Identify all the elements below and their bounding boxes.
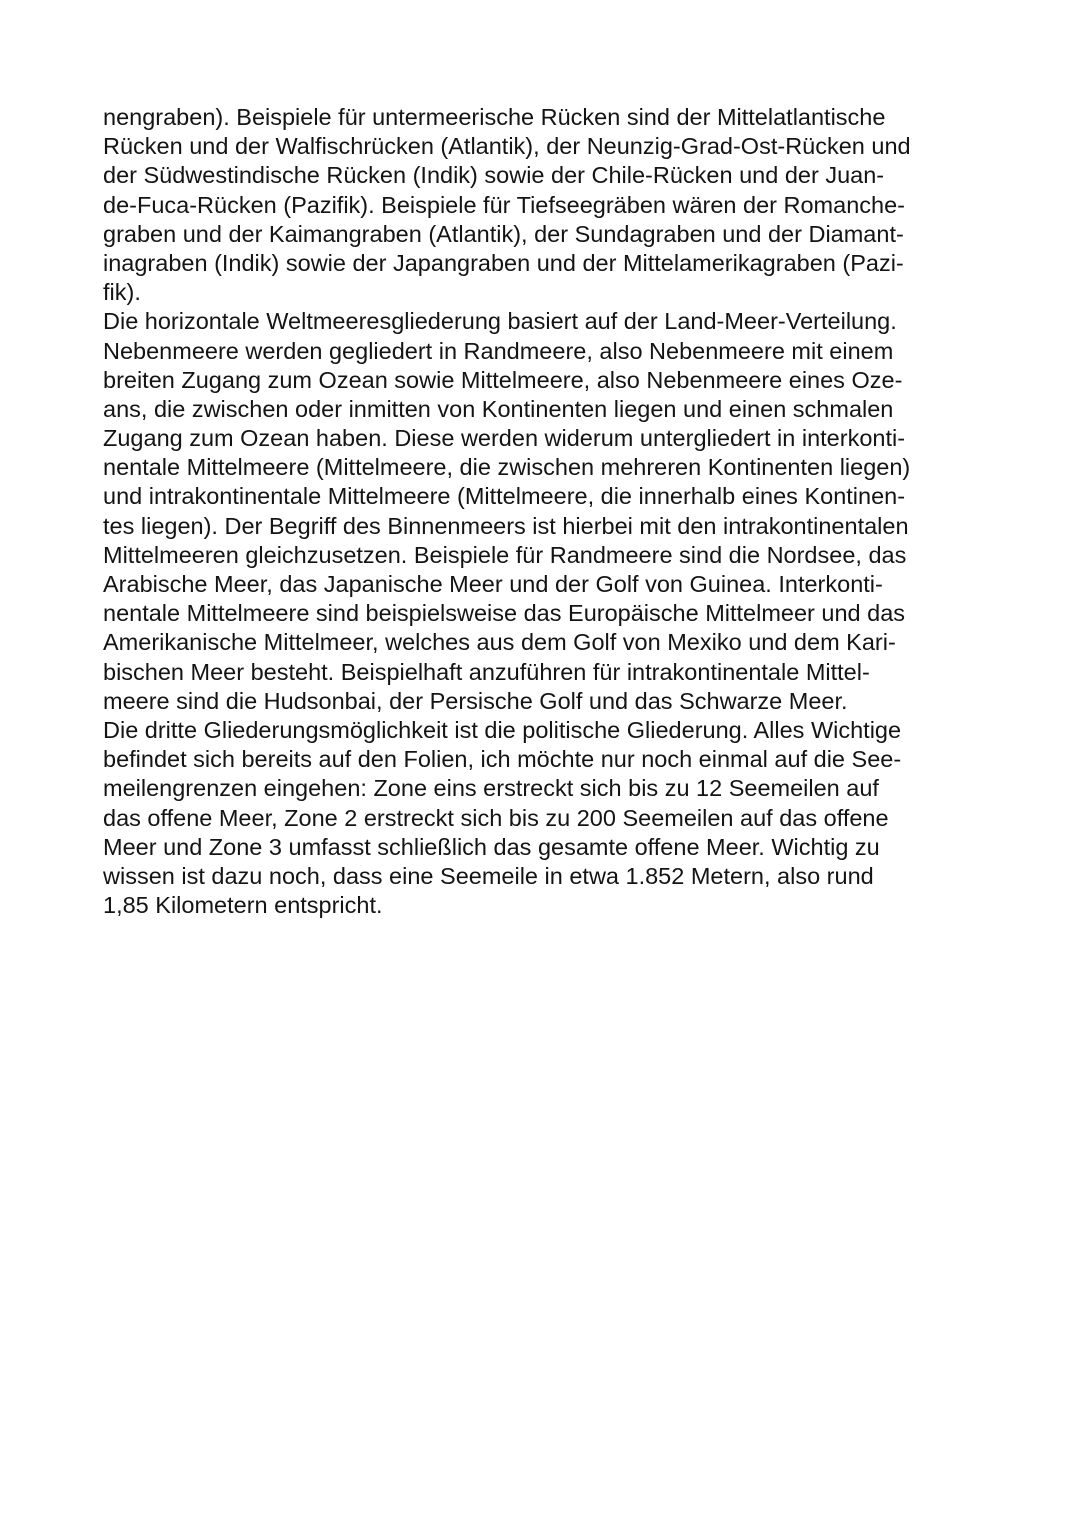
text-line: fik).	[103, 279, 141, 306]
body-text	[103, 103, 1003, 920]
text-line: befindet sich bereits auf den Folien, ich möchte nur noch einmal auf die See-	[103, 746, 902, 773]
text-line: wissen ist dazu noch, dass eine Seemeile in etwa 1.852 Metern, also rund	[103, 862, 874, 889]
text-line: Die horizontale Weltmeeresgliederung basiert auf der Land-Meer-Verteilung.	[103, 308, 897, 335]
text-line: graben und der Kaimangraben (Atlantik), der Sundagraben und der Diamant-	[103, 220, 904, 247]
text-line: Meer und Zone 3 umfasst schließlich das gesamte offene Meer. Wichtig zu	[103, 833, 880, 860]
text-line: Die dritte Gliederungsmöglichkeit ist die politische Gliederung. Alles Wichtige	[103, 716, 902, 743]
text-line: nengraben). Beispiele für untermeerische Rücken sind der Mittelatlantische	[103, 104, 886, 130]
text-line: Mittelmeeren gleichzusetzen. Beispiele für Randmeere sind die Nordsee, das	[103, 541, 907, 568]
text-line: der Südwestindische Rücken (Indik) sowie der Chile-Rücken und der Juan-	[103, 162, 885, 189]
text-line: nentale Mittelmeere sind beispielsweise das Europäische Mittelmeer und das	[103, 600, 906, 627]
text-line: meilengrenzen eingehen: Zone eins erstreckt sich bis zu 12 Seemeilen auf	[103, 775, 879, 802]
text-line: tes liegen). Der Begriff des Binnenmeers ist hierbei mit den intrakontinentalen	[103, 512, 909, 539]
text-line: inagraben (Indik) sowie der Japangraben und der Mittelamerikagraben (Pazi-	[103, 249, 904, 276]
text-line: breiten Zugang zum Ozean sowie Mittelmeere, also Nebenmeere eines Oze-	[103, 366, 903, 393]
text-line: Amerikanische Mittelmeer, welches aus dem Golf von Mexiko und dem Kari-	[103, 629, 896, 656]
text-line: bischen Meer besteht. Beispielhaft anzuführen für intrakontinentale Mittel-	[103, 658, 870, 685]
text-line: de-Fuca-Rücken (Pazifik). Beispiele für Tiefseegräben wären der Romanche-	[103, 191, 905, 218]
text-line: ans, die zwischen oder inmitten von Kontinenten liegen und einen schmalen	[103, 395, 894, 422]
text-line: Rücken und der Walfischrücken (Atlantik), der Neunzig-Grad-Ost-Rücken und	[103, 133, 911, 160]
text-line: Nebenmeere werden gegliedert in Randmeere, also Nebenmeere mit einem	[103, 337, 894, 364]
text-line: 1,85 Kilometern entspricht.	[103, 892, 383, 919]
text-line: und intrakontinentale Mittelmeere (Mittelmeere, die innerhalb eines Kontinen-	[103, 483, 906, 510]
text-line: Zugang zum Ozean haben. Diese werden widerum untergliedert in interkonti-	[103, 425, 906, 452]
text-line: Arabische Meer, das Japanische Meer und der Golf von Guinea. Interkonti-	[103, 571, 883, 597]
text-line: das offene Meer, Zone 2 erstreckt sich bis zu 200 Seemeilen auf das offene	[103, 804, 889, 831]
text-line: meere sind die Hudsonbai, der Persische Golf und das Schwarze Meer.	[103, 687, 848, 714]
text-line: nentale Mittelmeere (Mittelmeere, die zwischen mehreren Kontinenten liegen)	[103, 454, 911, 481]
